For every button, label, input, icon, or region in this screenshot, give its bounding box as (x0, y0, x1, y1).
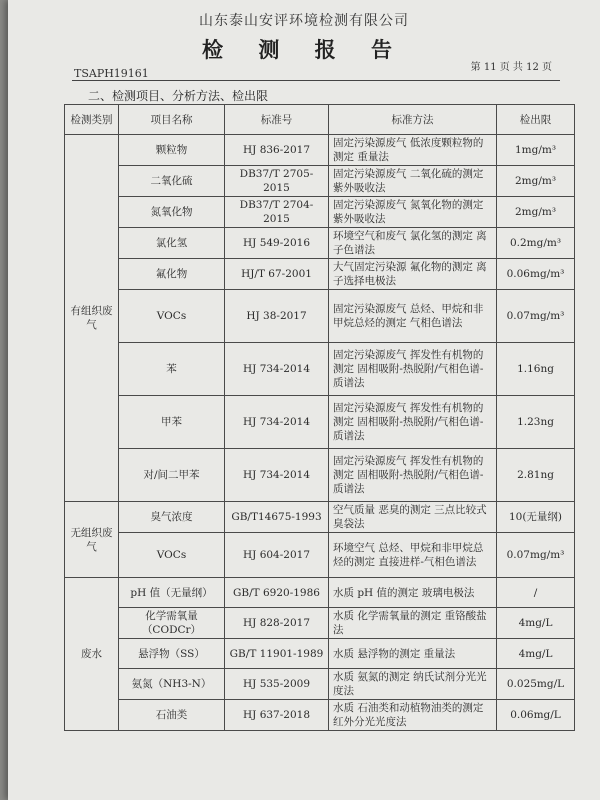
item-cell: 石油类 (119, 700, 225, 731)
standard-no-cell: HJ 734-2014 (225, 396, 329, 449)
header-item: 项目名称 (119, 105, 225, 135)
item-cell: VOCs (119, 533, 225, 578)
limit-cell: 0.2mg/m³ (497, 228, 575, 259)
item-cell: 化学需氧量（CODCr） (119, 608, 225, 639)
standard-no-cell: GB/T14675-1993 (225, 502, 329, 533)
standard-no-cell: HJ/T 67-2001 (225, 259, 329, 290)
item-cell: 氯化氢 (119, 228, 225, 259)
item-cell: 氟化物 (119, 259, 225, 290)
table-row (65, 166, 575, 197)
item-cell: 悬浮物（SS） (119, 639, 225, 669)
method-cell: 水质 pH 值的测定 玻璃电极法 (329, 578, 497, 608)
item-cell: 氮氧化物 (119, 197, 225, 228)
category-cell: 有组织废气 (65, 135, 119, 502)
item-cell: 二氧化硫 (119, 166, 225, 197)
item-cell: pH 值（无量纲） (119, 578, 225, 608)
standard-no-cell: HJ 836-2017 (225, 135, 329, 166)
page-number: 第 11 页 共 12 页 (470, 62, 552, 73)
table-row (65, 502, 575, 533)
method-cell: 空气质量 恶臭的测定 三点比较式臭袋法 (329, 502, 497, 533)
table-row (65, 533, 575, 578)
standard-no-cell: GB/T 6920-1986 (225, 578, 329, 608)
header-category: 检测类别 (65, 105, 119, 135)
method-cell: 环境空气和废气 氯化氢的测定 离子色谱法 (329, 228, 497, 259)
limit-cell: 0.06mg/m³ (497, 259, 575, 290)
standard-no-cell: HJ 734-2014 (225, 343, 329, 396)
section-title: 二、检测项目、分析方法、检出限 (88, 89, 269, 103)
method-cell: 大气固定污染源 氟化物的测定 离子选择电极法 (329, 259, 497, 290)
standard-no-cell: HJ 38-2017 (225, 290, 329, 343)
header-standard-no: 标准号 (225, 105, 329, 135)
item-cell: 颗粒物 (119, 135, 225, 166)
limit-cell: 2mg/m³ (497, 166, 575, 197)
standard-no-cell: GB/T 11901-1989 (225, 639, 329, 669)
header-method: 标准方法 (329, 105, 497, 135)
report-page (8, 0, 600, 800)
limit-cell: 0.06mg/L (497, 700, 575, 731)
table-header-row (65, 105, 575, 135)
report-code: TSAPH19161 (74, 67, 149, 80)
table-row (65, 228, 575, 259)
standard-no-cell: HJ 734-2014 (225, 449, 329, 502)
limit-cell: 1mg/m³ (497, 135, 575, 166)
limit-cell: 0.07mg/m³ (497, 290, 575, 343)
standard-no-cell: DB37/T 2704-2015 (225, 197, 329, 228)
table-body (65, 135, 575, 731)
method-cell: 固定污染源废气 总烃、甲烷和非甲烷总烃的测定 气相色谱法 (329, 290, 497, 343)
method-cell: 水质 悬浮物的测定 重量法 (329, 639, 497, 669)
table-row (65, 578, 575, 608)
item-cell: 苯 (119, 343, 225, 396)
table-row (65, 343, 575, 396)
item-cell: VOCs (119, 290, 225, 343)
limit-cell: / (497, 578, 575, 608)
table-row (65, 135, 575, 166)
category-cell: 无组织废气 (65, 502, 119, 578)
limit-cell: 4mg/L (497, 608, 575, 639)
method-cell: 固定污染源废气 挥发性有机物的测定 固相吸附-热脱附/气相色谱-质谱法 (329, 449, 497, 502)
limit-cell: 1.23ng (497, 396, 575, 449)
limit-cell: 0.025mg/L (497, 669, 575, 700)
method-cell: 固定污染源废气 二氧化硫的测定 紫外吸收法 (329, 166, 497, 197)
standard-no-cell: DB37/T 2705-2015 (225, 166, 329, 197)
limit-cell: 2mg/m³ (497, 197, 575, 228)
table-row (65, 449, 575, 502)
item-cell: 臭气浓度 (119, 502, 225, 533)
standard-no-cell: HJ 637-2018 (225, 700, 329, 731)
method-cell: 固定污染源废气 低浓度颗粒物的测定 重量法 (329, 135, 497, 166)
limit-cell: 4mg/L (497, 639, 575, 669)
table-row (65, 608, 575, 639)
standard-no-cell: HJ 549-2016 (225, 228, 329, 259)
category-cell: 废水 (65, 578, 119, 731)
table-row (65, 639, 575, 669)
limit-cell: 10(无量纲) (497, 502, 575, 533)
standard-no-cell: HJ 828-2017 (225, 608, 329, 639)
item-cell: 氨氮（NH3-N） (119, 669, 225, 700)
table-row (65, 259, 575, 290)
header-limit: 检出限 (497, 105, 575, 135)
company-name: 山东泰山安评环境检测有限公司 (199, 13, 409, 29)
method-cell: 固定污染源废气 氮氧化物的测定 紫外吸收法 (329, 197, 497, 228)
standard-no-cell: HJ 604-2017 (225, 533, 329, 578)
table-row (65, 396, 575, 449)
method-cell: 环境空气 总烃、甲烷和非甲烷总烃的测定 直接进样-气相色谱法 (329, 533, 497, 578)
item-cell: 对/间二甲苯 (119, 449, 225, 502)
method-cell: 固定污染源废气 挥发性有机物的测定 固相吸附-热脱附/气相色谱-质谱法 (329, 396, 497, 449)
standard-no-cell: HJ 535-2009 (225, 669, 329, 700)
item-cell: 甲苯 (119, 396, 225, 449)
table-row (65, 669, 575, 700)
detection-table (64, 104, 575, 731)
method-cell: 水质 氨氮的测定 纳氏试剂分光光度法 (329, 669, 497, 700)
method-cell: 水质 化学需氧量的测定 重铬酸盐法 (329, 608, 497, 639)
method-cell: 水质 石油类和动植物油类的测定 红外分光光度法 (329, 700, 497, 731)
limit-cell: 0.07mg/m³ (497, 533, 575, 578)
limit-cell: 1.16ng (497, 343, 575, 396)
table-row (65, 700, 575, 731)
method-cell: 固定污染源废气 挥发性有机物的测定 固相吸附-热脱附/气相色谱-质谱法 (329, 343, 497, 396)
document-title: 检 测 报 告 (202, 37, 406, 62)
table-row (65, 290, 575, 343)
table-row (65, 197, 575, 228)
header-divider (72, 80, 560, 81)
limit-cell: 2.81ng (497, 449, 575, 502)
